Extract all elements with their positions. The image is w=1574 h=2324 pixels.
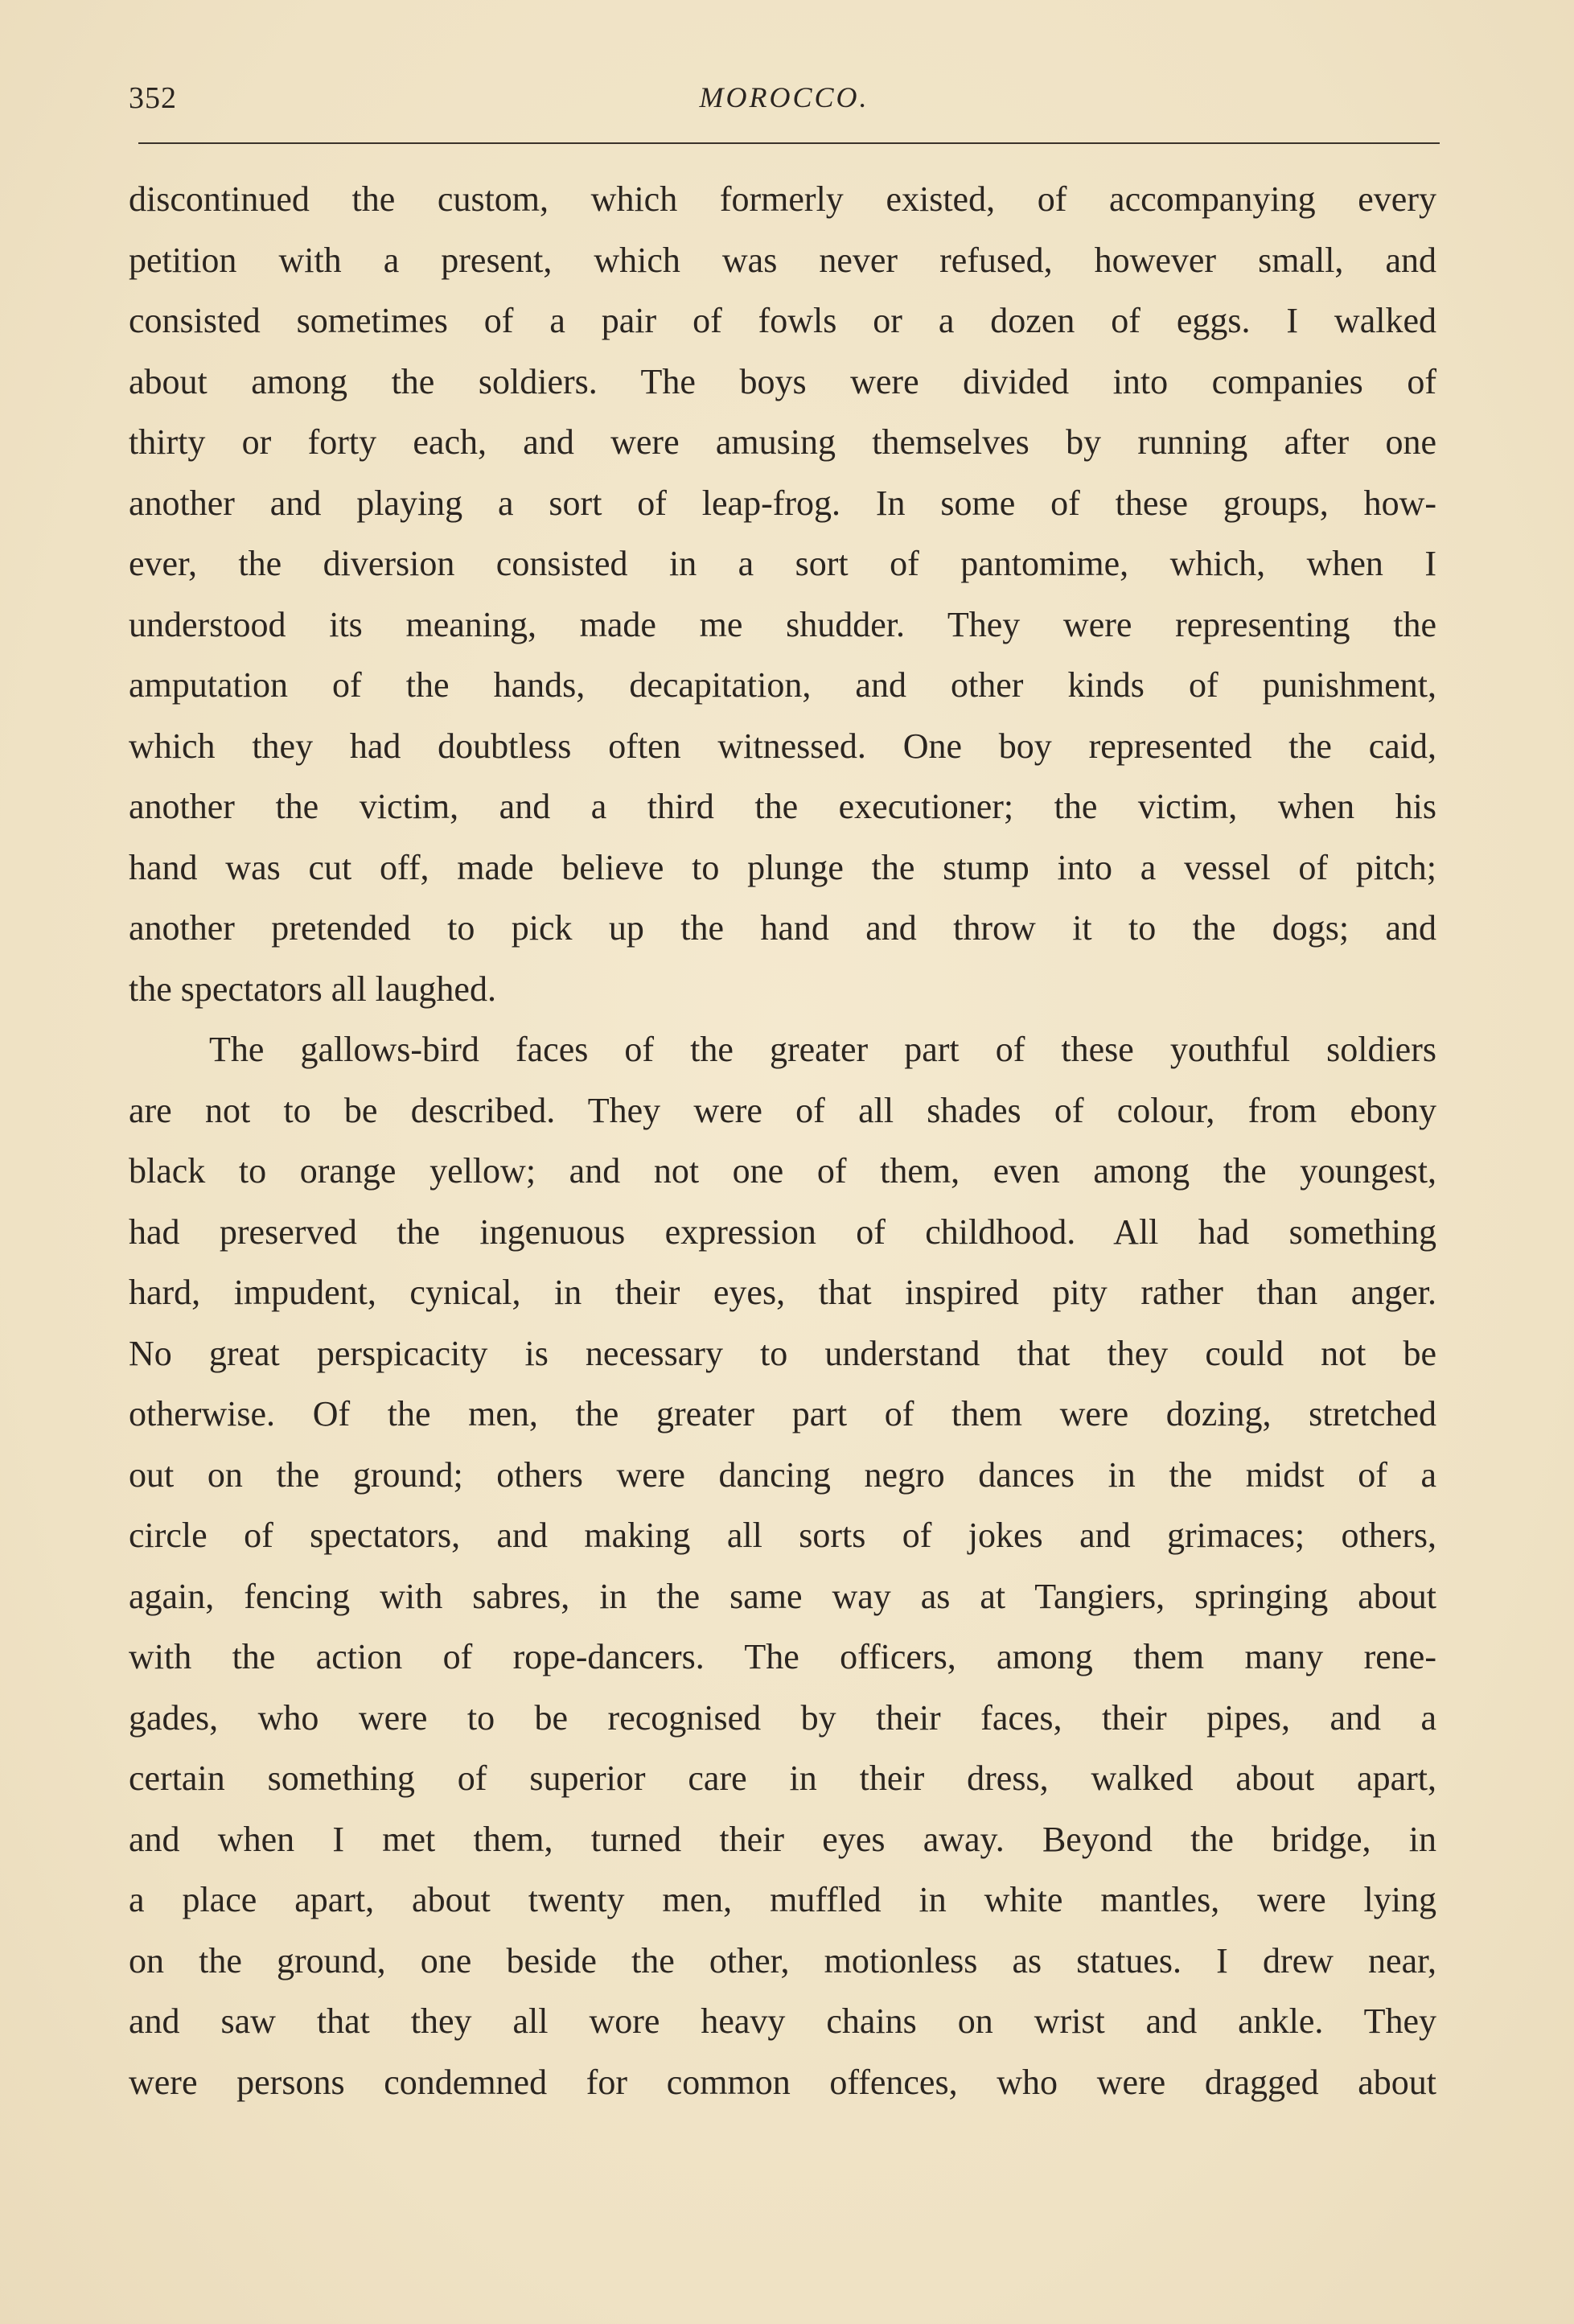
text-line: thirty or forty each, and were amusing themselves by running after one bbox=[129, 422, 1436, 462]
header-rule bbox=[138, 142, 1440, 144]
text-line: circle of spectators, and making all sorts of jokes and grimaces; others, bbox=[129, 1516, 1436, 1555]
paragraph-start-line: The gallows-bird faces of the greater part of these youthful soldiers bbox=[209, 1030, 1436, 1069]
text-line: are not to be described. They were of all shades of colour, from ebony bbox=[129, 1090, 1436, 1130]
text-line: ever, the diversion consisted in a sort of pantomime, which, when I bbox=[129, 544, 1436, 583]
text-line: with the action of rope-dancers. The officers, among them many rene- bbox=[129, 1637, 1436, 1676]
page-number: 352 bbox=[129, 81, 177, 115]
paragraph-end-line: the spectators all laughed. bbox=[129, 969, 496, 1009]
body-text bbox=[129, 169, 1436, 2112]
text-line: No great perspicacity is necessary to understand that they could not be bbox=[129, 1333, 1436, 1373]
text-line: on the ground, one beside the other, motionless as statues. I drew near, bbox=[129, 1940, 1436, 1981]
text-line: consisted sometimes of a pair of fowls or a dozen of eggs. I walked bbox=[129, 301, 1436, 340]
text-line: about among the soldiers. The boys were divided into companies of bbox=[129, 361, 1436, 401]
text-line: petition with a present, which was never refused, however small, and bbox=[129, 240, 1436, 280]
text-line: hand was cut off, made believe to plunge the stump into a vessel of pitch; bbox=[129, 847, 1436, 887]
text-line: a place apart, about twenty men, muffled in white mantles, were lying bbox=[129, 1880, 1436, 1919]
text-line: hard, impudent, cynical, in their eyes, that inspired pity rather than anger. bbox=[129, 1273, 1436, 1312]
page-header bbox=[129, 80, 1440, 129]
text-line: black to orange yellow; and not one of them, even among the youngest, bbox=[129, 1151, 1436, 1191]
text-line: otherwise. Of the men, the greater part of them were dozing, stretched bbox=[129, 1394, 1436, 1433]
text-line: certain something of superior care in their dress, walked about apart, bbox=[129, 1758, 1436, 1798]
text-line: were persons condemned for common offences, who were dragged about bbox=[129, 2062, 1436, 2102]
text-line: again, fencing with sabres, in the same way as at Tangiers, springing about bbox=[129, 1576, 1436, 1616]
text-line: another and playing a sort of leap-frog. In some of these groups, how- bbox=[129, 483, 1436, 523]
running-title: MOROCCO. bbox=[699, 81, 869, 113]
text-line: had preserved the ingenuous expression of childhood. All had something bbox=[129, 1211, 1436, 1252]
text-line: discontinued the custom, which formerly existed, of accompanying every bbox=[129, 179, 1436, 219]
text-line: which they had doubtless often witnessed. One boy represented the caid, bbox=[129, 726, 1436, 766]
text-line: another the victim, and a third the executioner; the victim, when his bbox=[129, 787, 1436, 826]
text-line: out on the ground; others were dancing negro dances in the midst of a bbox=[129, 1454, 1436, 1495]
text-line: gades, who were to be recognised by their faces, their pipes, and a bbox=[129, 1697, 1436, 1738]
text-line: understood its meaning, made me shudder. They were representing the bbox=[129, 604, 1436, 644]
text-line: another pretended to pick up the hand and throw it to the dogs; and bbox=[129, 908, 1436, 948]
text-line: and saw that they all wore heavy chains on wrist and ankle. They bbox=[129, 2001, 1436, 2041]
text-line: and when I met them, turned their eyes away. Beyond the bridge, in bbox=[129, 1819, 1436, 1859]
text-line: amputation of the hands, decapitation, and other kinds of punishment, bbox=[129, 665, 1436, 705]
